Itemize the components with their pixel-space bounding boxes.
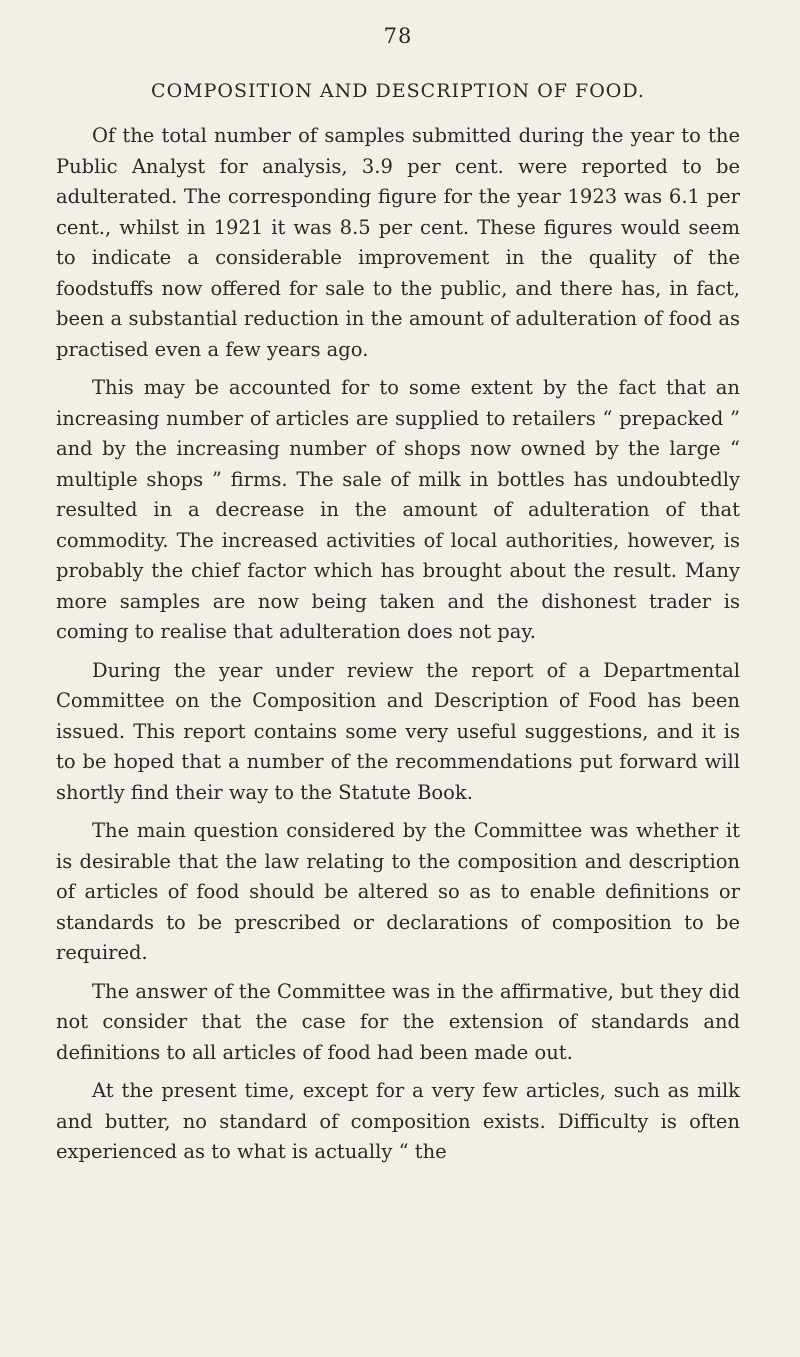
paragraph: The main question considered by the Committee was whether it is desirable that the law relating to the composition and description of articles of food should be altered so as to enable definitions or standards to be prescribed or declarations of composition to be required.: [56, 819, 740, 964]
paragraph: The answer of the Committee was in the affirmative, but they did not consider that the case for the extension of standards and definitions to all articles of food had been made out.: [56, 979, 740, 1064]
paragraph: Of the total number of samples submitted during the year to the Public Analyst for analysis, 3.9 per cent. were reported to be adulterated. The corresponding figure for the year 1923 was 6.1 per cent., whilst in 1921 it was 8.5 per cent. These figures would seem to indicate a considerable improvement in the quality of the foodstuffs now offered for sale to the public, and there has, in fact, been a substantial reduction in the amount of adulteration of food as practised even a few years ago.: [56, 124, 740, 361]
section-heading: COMPOSITION AND DESCRIPTION OF FOOD.: [151, 80, 645, 102]
paragraph: This may be accounted for to some extent by the fact that an increasing number of articles are supplied to retailers “ prepacked ” and by the increasing number of shops now owned by the large “ multiple shops ” firms. The sale of milk in bottles has undoubtedly resulted in a decrease in the amount of adulteration of that commodity. The increased activities of local authorities, however, is probably the chief factor which has brought about the result. Many more samples are now being taken and the dishonest trader is coming to realise that adulteration does not pay.: [56, 376, 740, 643]
page-number: 78: [383, 24, 413, 48]
paragraph: During the year under review the report of a Departmental Committee on the Composition and Description of Food has been issued. This report contains some very useful suggestions, and it is to be hoped that a number of the recommendations put forward will shortly find their way to the Statute Book.: [56, 658, 740, 804]
body-text: [56, 121, 740, 1168]
document-page: [56, 24, 740, 1334]
paragraph: At the present time, except for a very few articles, such as milk and butter, no standard of composition exists. Difficulty is often experienced as to what is actually “ the: [56, 1079, 740, 1163]
